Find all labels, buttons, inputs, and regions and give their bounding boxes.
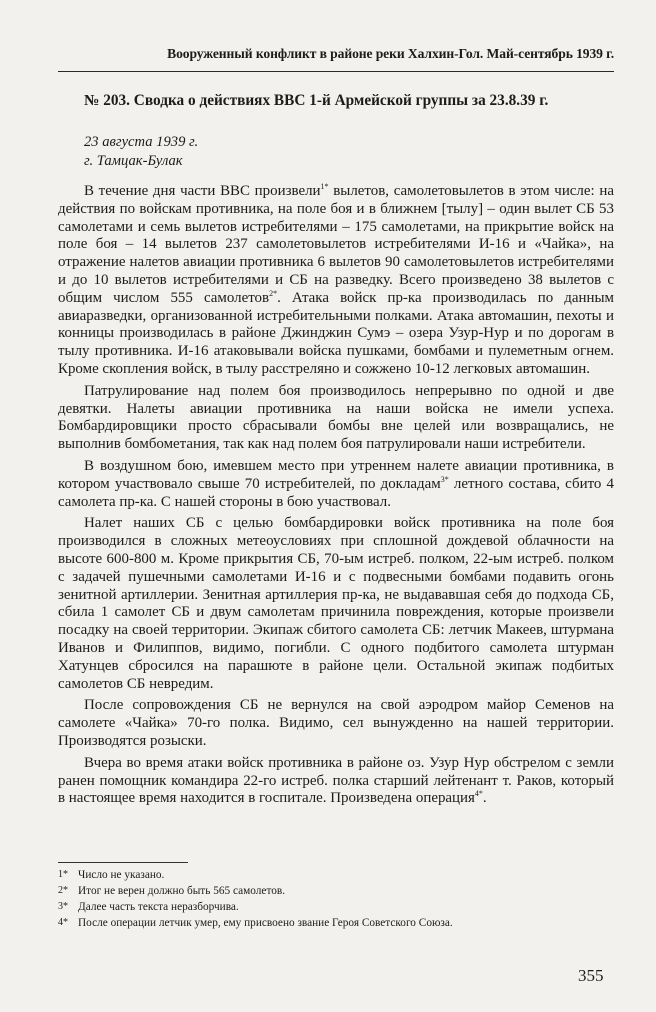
- header-rule: [58, 71, 614, 72]
- paragraph-3: В воздушном бою, имевшем место при утреннем налете авиации противника, в котором участвовало свыше 70 истребителей, по докладам$^{3*}$ летного состава, сбито 4 самолета пр-ка. С нашей стороны в бою участвовал.: [58, 457, 614, 510]
- footnote-4: [58, 915, 614, 931]
- footnote-mark: 3*: [58, 901, 68, 912]
- footnote-2: [58, 883, 614, 899]
- footnote-text: Число не указано.: [78, 869, 165, 881]
- body-text: [58, 183, 614, 812]
- dateline: [84, 133, 198, 171]
- footnote-3: [58, 899, 614, 915]
- paragraph-2: Патрулирование над полем боя производилось непрерывно по одной и две девятки. Налеты авиации противника на наши войска не имели успеха. Бомбардировщики просто сбрасывали бомбы вне целей или возвращались, не выполнив бомбометания, так как над полем боя патрулировали наши истребители.: [58, 382, 614, 453]
- paragraph-5: После сопровождения СБ не вернулся на свой аэродром майор Семенов на самолете «Чайка» 70-го полка. Видимо, сел вынужденно на нашей территории. Производятся розыски.: [58, 697, 614, 749]
- footnote-mark: 2*: [58, 885, 68, 896]
- footnote-mark: 1*: [58, 869, 68, 880]
- footnote-rule: [58, 862, 188, 863]
- paragraph-6: Вчера во время атаки войск противника в районе оз. Узур Нур обстрелом с земли ранен помощник командира 22-го истреб. полка старший лейтенант т. Раков, который в настоящее время находится в госпитале. Произведена операция$^{4*}$.: [58, 754, 614, 807]
- footnote-text: Далее часть текста неразборчива.: [78, 901, 239, 913]
- document-date: 23 августа 1939 г.: [84, 134, 199, 150]
- footnote-ref-2[interactable]: 2*: [269, 288, 278, 298]
- footnotes: [58, 867, 614, 931]
- page-number: 355: [578, 966, 604, 985]
- footnote-ref-3[interactable]: 3*: [440, 474, 449, 484]
- footnote-ref-1[interactable]: 1*: [320, 182, 329, 191]
- footnote-ref-4[interactable]: 4*: [474, 789, 483, 799]
- footnote-text: Итог не верен должно быть 565 самолетов.: [78, 885, 286, 897]
- footnote-text: После операции летчик умер, ему присвоено звание Героя Советского Союза.: [78, 917, 453, 929]
- document-place: г. Тамцак-Булак: [84, 153, 183, 169]
- footnote-mark: 4*: [58, 917, 68, 928]
- document-title: № 203. Сводка о действиях ВВС 1-й Армейской группы за 23.8.39 г.: [84, 92, 549, 109]
- paragraph-1: В течение дня части ВВС произвели$^{1*}$ вылетов, самолетовылетов в этом числе: на действия по войскам противника, на поле боя и в ближнем [тылу] – один вылет СБ 53 самолетами и семь вылетов истребителями – 175 самолетами, на прикрытие войск на поле боя – 14 вылетов 237 самолетовылетов истребителями И-16 и «Чайка», на отражение налетов авиации противника 6 вылетов 90 самолетовылетов истребителями и до 10 вылетов истребителями и СБ на разведку. Всего произведено 38 вылетов с общим числом 555 самолетов$^{2*}$. Атака войск пр-ка производилась по данным авиаразведки, организованной истребительными полками. Атака автомашин, пехоты и конницы производилась в районе Джинджин Сумэ – озера Узур-Нур и по дорогам в тылу противника. И-16 атаковывали войска пушками, бомбами и пулеметным огнем. Кроме скопления войск, в тылу расстреляно и сожжено 10-12 легковых автомашин.: [58, 182, 614, 377]
- running-head: Вооруженный конфликт в районе реки Халхин-Гол. Май-сентябрь 1939 г.: [167, 46, 614, 61]
- paragraph-4: Налет наших СБ с целью бомбардировки войск противника на поле боя производился в сложных метеоусловиях при сплошной дождевой облачности на высоте 600-800 м. Кроме прикрытия СБ, 70-ым истреб. полком, 22-ым истреб. полком с задачей пушечными самолетами И-16 и с подвесными бомбами подавить огонь зенитной артиллерии. Зенитная артиллерия пр-ка, не выдававшая себя до подхода СБ, сбила 1 самолет СБ и двум самолетам причинила повреждения, которые произвели посадку на своей территории. Экипаж сбитого самолета СБ: летчик Макеев, штурмана Иванов и Филиппов, видимо, погибли. С одного подбитого самолета штурман Хатунцев сбросился на парашюте в районе цели. Остальной экипаж подбитых самолетов СБ невредим.: [58, 515, 614, 692]
- footnote-1: [58, 867, 614, 883]
